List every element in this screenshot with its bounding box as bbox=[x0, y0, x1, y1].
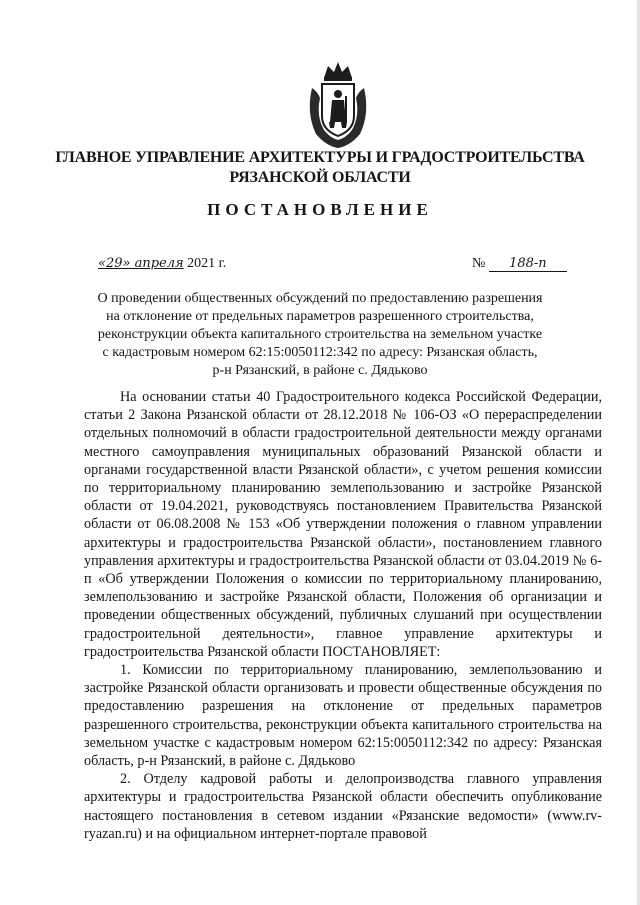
title-line: с кадастровым номером 62:15:0050112:342 по адресу: Рязанская область, bbox=[102, 345, 538, 360]
title-line: реконструкции объекта капитального строительства на земельном участке bbox=[97, 327, 543, 342]
document-title bbox=[0, 290, 640, 380]
document-body bbox=[84, 388, 602, 843]
title-line: О проведении общественных обсуждений по предоставлению разрешения bbox=[97, 291, 543, 306]
title-line: на отклонение от предельных параметров разрешенного строительства, bbox=[106, 309, 534, 324]
ryazan-coat-of-arms-icon bbox=[302, 58, 374, 150]
preamble-paragraph: На основании статьи 40 Градостроительного кодекса Российской Федерации, статьи 2 Закона Рязанской области от 28.12.2018 № 106-ОЗ «О перераспределении отдельных полномочий в области градостроительной деятельности между органами местного самоуправления муниципальных образований Рязанской области и органами государственной власти Рязанской области», с учетом решения комиссии по территориальному планированию землепользованию и застройке Рязанской области от 19.04.2021, руководствуясь постановлением Правительства Рязанской области от 06.08.2008 № 153 «Об утверждении положения о главном управлении архитектуры и градостроительства Рязанской области», постановлением главного управления архитектуры и градостроительства Рязанской области от 03.04.2019 № 6-п «Об утверждении Положения о комиссии по территориальному планированию, землепользованию и застройке Рязанской области, Положения об организации и проведении общественных обсуждений, публичных слушаний при осуществлении градостроительной деятельности», главное управление архитектуры и градостроительства Рязанской области ПОСТАНОВЛЯЕТ: bbox=[84, 389, 602, 660]
handwritten-date: «29» апреля bbox=[98, 256, 184, 271]
handwritten-number: 188-п bbox=[489, 256, 567, 272]
number-label: № bbox=[472, 256, 486, 271]
clause-1-paragraph: 1. Комиссии по территориальному планированию, землепользованию и застройке Рязанской области организовать и провести общественные обсуждения по предоставлению разрешения на отклонение от предельных параметров разрешенного строительства, реконструкции объекта капитального строительства на земельном участке с кадастровым номером 62:15:0050112:342 по адресу: Рязанская область, р-н Рязанский, в районе с. Дядьково bbox=[84, 662, 602, 770]
authority-name-line2: РЯЗАНСКОЙ ОБЛАСТИ bbox=[229, 169, 411, 186]
clause-2-paragraph: 2. Отделу кадровой работы и делопроизводства главного управления архитектуры и градостроительства Рязанской области обеспечить опубликование настоящего постановления в сетевом издании «Рязанские ведомости» (www.rv-ryazan.ru) и на официальном интернет-портале правовой bbox=[84, 771, 602, 842]
issuing-authority bbox=[0, 148, 640, 188]
document-year: 2021 г. bbox=[187, 256, 227, 271]
document-number bbox=[472, 256, 567, 272]
document-type: ПОСТАНОВЛЕНИЕ bbox=[207, 200, 433, 219]
authority-name-line1: ГЛАВНОЕ УПРАВЛЕНИЕ АРХИТЕКТУРЫ И ГРАДОСТРОИТЕЛЬСТВА bbox=[55, 149, 585, 166]
title-line: р-н Рязанский, в районе с. Дядьково bbox=[212, 363, 428, 378]
document-date bbox=[98, 256, 226, 272]
